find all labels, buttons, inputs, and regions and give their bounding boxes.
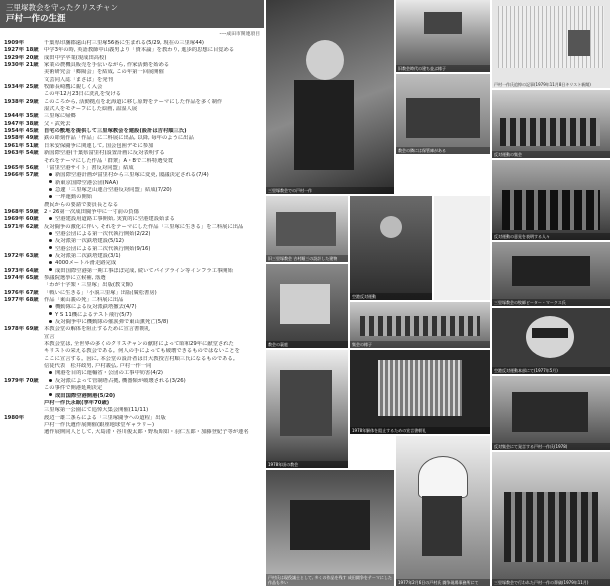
timeline-year: 1972年 63歳	[4, 252, 39, 259]
timeline-row	[4, 253, 262, 260]
timeline-year	[4, 304, 44, 311]
timeline-year: 1968年 59歳	[4, 208, 39, 215]
timeline-text	[44, 158, 262, 165]
timeline-row	[4, 429, 262, 436]
timeline-text	[44, 385, 262, 392]
photo-14-caption: 反対集会にて発言する戸村一作氏(1978)	[492, 443, 610, 450]
timeline-year	[4, 429, 44, 436]
timeline-year: 1944年 35歳	[4, 113, 39, 120]
timeline-text-value: 宣言	[44, 333, 55, 340]
timeline-text-value: 日米安保闘争に関連して, 国会包囲デモに参加	[44, 142, 154, 149]
timeline-text	[44, 91, 262, 98]
timeline-year: 1934年 25歳	[4, 84, 39, 91]
bullet-icon	[49, 320, 52, 323]
timeline-text-value: 家業の農機具販売を手伝いながら, 作家活動を始める	[44, 62, 170, 69]
timeline-text-value: 機動隊による反対派鉄塔撤去(4/7)	[55, 304, 137, 311]
timeline-row	[4, 297, 262, 304]
bullet-icon	[49, 305, 52, 308]
timeline-panel	[0, 0, 264, 586]
timeline-row	[4, 268, 262, 275]
timeline-text	[44, 290, 262, 297]
timeline-text-value: キリストの栄える教会である。何人の手によっても破壊できるものではないことを	[44, 348, 240, 355]
timeline-year: 1930年 21歳	[4, 62, 39, 69]
timeline-header	[0, 0, 264, 28]
timeline-text	[44, 334, 262, 341]
timeline-row	[4, 187, 262, 194]
timeline-year: 1973年 64歳	[4, 267, 39, 274]
timeline-text	[44, 238, 262, 245]
timeline-row	[4, 143, 262, 150]
timeline-row	[4, 172, 262, 179]
timeline-text	[44, 172, 262, 179]
timeline-text-value: 急遽「三里塚芝山連合空港反対同盟」結成(7/20)	[55, 186, 172, 193]
timeline-text	[44, 326, 262, 333]
timeline-text	[44, 400, 262, 407]
timeline-row	[4, 370, 262, 377]
timeline-text	[44, 106, 262, 113]
photo-6-caption: 反対運動の意見を表明する人々	[492, 233, 610, 240]
timeline-text	[44, 282, 262, 289]
photo-17	[396, 436, 490, 586]
timeline-row	[4, 407, 262, 414]
timeline-text-value: このころから, 活動拠点を北海道に移し原野をテーマにした作品を多く制作	[44, 98, 223, 105]
header-title: 戸村一作の生涯	[6, 14, 66, 24]
timeline-year	[4, 238, 44, 245]
photo-1-caption: 三里塚教会での戸村一作	[266, 187, 394, 194]
timeline-text-value: 新国際空港計画が富里村から三里塚に変更, 閣議決定される(7/4)	[55, 172, 209, 179]
bullet-icon	[49, 232, 52, 235]
timeline-text-value: 父・武死去	[44, 120, 71, 127]
bullet-icon	[49, 268, 52, 271]
photo-collage	[266, 0, 610, 586]
timeline-row	[4, 231, 262, 238]
timeline-text-value: 2・26第一次成田闘争中に一寸前の負傷	[44, 208, 139, 215]
timeline-text-value: 渡辺一雄二条らによる「三里塚闘争への道程」出版	[44, 414, 166, 421]
timeline-year	[4, 370, 44, 377]
photo-11	[492, 308, 610, 374]
timeline-year	[4, 356, 44, 363]
timeline-text	[44, 268, 262, 275]
timeline-year	[4, 246, 44, 253]
photo-9-caption: 三里塚教会の牧師ピーター・マークス氏	[492, 299, 610, 306]
timeline-row	[4, 260, 262, 267]
timeline-row	[4, 135, 262, 142]
timeline-row	[4, 400, 262, 407]
photo-5-caption: 反対運動の集会	[492, 151, 610, 158]
timeline-row	[4, 326, 262, 333]
timeline-year: 1978年 69歳	[4, 326, 39, 333]
timeline-text-value: ここに宣言する。因に, 本公堂の設計者は日大教授吉村順三氏になるものである。	[44, 355, 239, 362]
timeline-year: 1961年 51歳	[4, 142, 39, 149]
timeline-text	[44, 429, 262, 436]
timeline-row	[4, 422, 262, 429]
timeline-text	[44, 363, 262, 370]
source-note: ----成田市関連項目	[219, 32, 260, 37]
timeline-row	[4, 77, 262, 84]
timeline-row	[4, 194, 262, 201]
timeline-text	[44, 187, 262, 194]
timeline-row	[4, 363, 262, 370]
timeline-text-value: 湿式人をモチーフにした絵画, 温湿人展	[44, 106, 138, 113]
timeline-text	[44, 165, 262, 172]
bullet-icon	[49, 180, 52, 183]
timeline-year	[4, 363, 44, 370]
timeline-text	[44, 69, 262, 76]
timeline-text-value: 戸村一作氏永眠(享年70歳)	[44, 399, 110, 406]
photo-8	[350, 196, 432, 300]
timeline-text	[44, 378, 262, 385]
timeline-text-value: 信徒代表 松井政男, 戸村義弘, 戸村一作一同	[44, 363, 152, 370]
timeline-text	[44, 40, 262, 47]
timeline-text-value: 参議院選挙に立候補, 落選	[44, 275, 106, 281]
timeline-text-value: 本教会堂の解体を阻止するために宣言書朝礼	[44, 326, 150, 333]
timeline-text	[44, 128, 262, 135]
timeline-text	[44, 202, 262, 209]
bullet-icon	[49, 246, 52, 249]
timeline-year	[4, 106, 44, 113]
bullet-icon	[49, 239, 52, 242]
timeline-row	[4, 334, 262, 341]
timeline-year	[4, 260, 44, 267]
timeline-text-value: 開港を目的に運輸省・公団の工事中妨害(4/2)	[55, 370, 164, 377]
timeline-year	[4, 400, 44, 407]
timeline-text-value: 新東京国際空港公団(NAA)	[55, 179, 119, 186]
timeline-text-value: 中学3年の時, 英語教師中山義男より「資本論」を教わり, 進歩的思想に目覚める	[44, 47, 235, 54]
timeline-text-value: 空港公団による第一次代執行開始(2/22)	[55, 230, 151, 237]
timeline-text-value: 「戦いに生きる」「小説三里塚」出版(廣松書房)	[44, 289, 157, 296]
timeline-text-value: この事件で開港延期決定	[44, 385, 103, 392]
timeline-year	[4, 407, 44, 414]
timeline-text-value: 戸村一作氏遺作展開催(銀座地球堂ギャラリー)	[44, 421, 155, 428]
timeline-year	[4, 282, 44, 289]
timeline-text-value: 美術研究会「郷陽会」を結成, この年第一回展開催	[44, 69, 164, 76]
timeline-row	[4, 113, 262, 120]
bullet-icon	[49, 261, 52, 264]
timeline-year	[4, 158, 44, 165]
timeline-year: 1980年	[4, 414, 25, 421]
photo-9-blank	[434, 196, 490, 300]
timeline-text	[44, 47, 262, 54]
timeline-row	[4, 275, 262, 282]
photo-11-caption: 空港反対運動本部にて(1977年5月)	[492, 367, 610, 374]
photo-14	[492, 376, 610, 450]
timeline-text	[44, 246, 262, 253]
timeline-text-value: 自宅の敷地を提供して三里塚教会を建設(設計は吉村順三氏)	[44, 128, 187, 135]
timeline-year: 1977年 68歳	[4, 297, 39, 304]
timeline-text-value: 牧師長崎鷹に親しく入会	[44, 84, 103, 91]
timeline-year: 1909年	[4, 40, 25, 46]
timeline-text	[44, 55, 262, 62]
timeline-text	[44, 62, 262, 69]
timeline-year: 1929年 20歳	[4, 54, 39, 61]
timeline-row	[4, 304, 262, 311]
bullet-icon	[49, 371, 52, 374]
timeline-text-value: 一坪運動の開始	[55, 194, 93, 201]
timeline-text	[44, 77, 262, 84]
timeline-year	[4, 194, 44, 201]
timeline-row	[4, 84, 262, 91]
timeline-text-value: 三里塚に帰郷	[44, 113, 76, 120]
timeline-year	[4, 393, 44, 400]
timeline-text	[44, 297, 262, 304]
photo-18	[492, 452, 610, 586]
header-subtitle: 三里塚教会を守ったクリスチャン	[6, 3, 118, 12]
timeline-text-value: 成田国際空港第一期工事ほぼ完成, 続いてパイプライン等インフラ工事開始	[55, 267, 233, 274]
photo-15-caption: 1978年頃の教会	[266, 461, 348, 468]
timeline-year: 1971年 62歳	[4, 223, 39, 230]
timeline-year: 1947年 38歳	[4, 120, 39, 127]
photo-5	[492, 90, 610, 158]
timeline-row	[4, 99, 262, 106]
timeline-year	[4, 91, 44, 98]
timeline-text	[44, 422, 262, 429]
timeline-year: 1958年 49歳	[4, 135, 39, 142]
timeline-text-value: この年12月23日に洗礼を受ける	[44, 91, 122, 98]
timeline-text	[44, 231, 262, 238]
timeline-text-value: 空港建設用道路工事開始, 実質的に空港建設始まる	[55, 216, 175, 223]
timeline-text	[44, 348, 262, 355]
timeline-year: 1954年 45歳	[4, 128, 39, 135]
timeline-text-value: それをテーマにした作品「群衆」A・Bで二科特選受賞	[44, 157, 174, 164]
timeline-row	[4, 312, 262, 319]
timeline-row	[4, 209, 262, 216]
timeline-text-value: 千葉県印旛郡遠山村三里塚56番に生まれる(5/29, 現在の三里塚44)	[44, 40, 205, 46]
photo-1	[266, 0, 394, 194]
timeline-text	[44, 180, 262, 187]
photo-17-caption: 1977年2月6日の戸村氏 闘争現場事務所にて	[396, 579, 490, 586]
bullet-icon	[49, 393, 52, 396]
bullet-icon	[49, 195, 52, 198]
timeline-text	[44, 253, 262, 260]
timeline-text	[44, 216, 262, 223]
timeline-text	[44, 194, 262, 201]
timeline-row	[4, 348, 262, 355]
photo-7	[266, 196, 348, 262]
timeline-row	[4, 378, 262, 385]
timeline-text	[44, 415, 262, 422]
timeline-row	[4, 180, 262, 187]
timeline-text-value: 成田国際空港開港(5/20)	[55, 392, 116, 399]
photo-12-caption: 集会の様子	[350, 341, 490, 348]
timeline-year: 1966年 57歳	[4, 172, 39, 179]
timeline-text	[44, 393, 262, 400]
timeline-text	[44, 304, 262, 311]
timeline-row	[4, 415, 262, 422]
timeline-row	[4, 356, 262, 363]
timeline-text	[44, 150, 262, 157]
timeline-row	[4, 55, 262, 62]
bullet-icon	[49, 379, 52, 382]
photo-2	[396, 0, 490, 72]
timeline-text	[44, 341, 262, 348]
timeline-row	[4, 47, 262, 54]
photo-18-caption: 三里塚教会で行われた戸村一作の葬儀(1979年11月)	[492, 579, 610, 586]
timeline-text-value: Y S 11機によるテスト飛行(5/7)	[55, 311, 132, 318]
timeline-row	[4, 106, 262, 113]
timeline-row	[4, 158, 262, 165]
timeline-year	[4, 319, 44, 326]
timeline-text-value: 成田中学卒業(現成田高校)	[44, 54, 107, 61]
timeline-row	[4, 62, 262, 69]
bullet-icon	[49, 173, 52, 176]
timeline-year	[4, 231, 44, 238]
timeline-text-value: 新国際空港(千葉県富里村)設置計画に反対表明する	[44, 150, 165, 157]
bullet-icon	[49, 254, 52, 257]
timeline-row	[4, 393, 262, 400]
timeline-text	[44, 260, 262, 267]
timeline-text	[44, 135, 262, 142]
timeline-text-value: 4000メートル滑走路完成	[55, 260, 117, 267]
timeline-row	[4, 341, 262, 348]
timeline-text-value: 「わが十字架・三里塚」出版(教文館)	[44, 282, 133, 289]
timeline-text-value: 反対闘争中に機動隊の催涙弾で東山薫死亡(5/8)	[55, 319, 169, 326]
timeline-row	[4, 282, 262, 289]
timeline-year: 1965年 56歳	[4, 164, 39, 171]
bullet-icon	[49, 217, 52, 220]
timeline-year	[4, 385, 44, 392]
timeline-row	[4, 40, 262, 47]
timeline-text-value: 反対派第二次鉄塔建設(3/1)	[55, 252, 121, 259]
photo-4	[396, 74, 490, 154]
photo-13	[350, 350, 490, 434]
photo-10	[266, 264, 348, 348]
timeline-text	[44, 84, 262, 91]
photo-3	[492, 0, 610, 88]
timeline-year: 1927年 18歳	[4, 47, 39, 54]
timeline-text-value: 本教会堂は, 全世界の多くのクリスチャンの献財によって昭和29年に献堂された	[44, 341, 234, 348]
timeline-row	[4, 246, 262, 253]
timeline-row	[4, 238, 262, 245]
timeline-year: 1976年 67歳	[4, 289, 39, 296]
photo-7-caption: 旧三里塚教会 吉村順三の設計した建物	[266, 255, 348, 262]
timeline-row	[4, 290, 262, 297]
timeline-text	[44, 275, 262, 282]
timeline-row	[4, 69, 262, 76]
timeline-list	[4, 40, 262, 437]
timeline-year	[4, 187, 44, 194]
timeline-row	[4, 385, 262, 392]
timeline-text	[44, 370, 262, 377]
timeline-year	[4, 422, 44, 429]
timeline-year	[4, 348, 44, 355]
timeline-text-value: 空港公団による第二次代執行開始(9/16)	[55, 245, 151, 252]
timeline-row	[4, 319, 262, 326]
timeline-year	[4, 202, 44, 209]
timeline-row	[4, 91, 262, 98]
timeline-row	[4, 128, 262, 135]
timeline-text	[44, 209, 262, 216]
photo-16	[266, 470, 394, 586]
photo-3-caption: 戸村一作氏追悼の記事(1979年11月8日キリスト新聞)	[494, 82, 591, 87]
timeline-year: 1963年 54歳	[4, 150, 39, 157]
bullet-icon	[49, 188, 52, 191]
timeline-year: 1979年 70歳	[4, 377, 39, 384]
timeline-year	[4, 312, 44, 319]
timeline-year: 1969年 60歳	[4, 216, 39, 223]
timeline-text-value: 三里塚第一公園にて追悼大集会開催(11/11)	[44, 407, 149, 414]
timeline-text-value: 反対派によって管制塔占拠, 機器類が破壊される(3/26)	[55, 377, 186, 384]
photo-15	[266, 350, 348, 468]
timeline-year	[4, 77, 44, 84]
timeline-year	[4, 180, 44, 187]
photo-10-caption: 教会の裏庭	[266, 341, 348, 348]
photo-13-caption: 1978年解体を阻止するための宣言書朝礼	[350, 427, 490, 434]
photo-6	[492, 160, 610, 240]
photo-9	[492, 242, 610, 306]
timeline-year: 1974年 65歳	[4, 275, 39, 281]
timeline-row	[4, 165, 262, 172]
timeline-text	[44, 113, 262, 120]
timeline-text	[44, 99, 262, 106]
timeline-row	[4, 121, 262, 128]
timeline-text	[44, 407, 262, 414]
bullet-icon	[49, 312, 52, 315]
timeline-text-value: 反対派第一次鉄塔建設(5/12)	[55, 238, 124, 245]
photo-12	[350, 302, 490, 348]
photo-4-caption: 教会の隣には保管庫がある	[396, 147, 490, 154]
timeline-row	[4, 202, 262, 209]
timeline-year	[4, 69, 44, 76]
timeline-text-value: 遺作展開同人として, 大島渚・谷川俊太郎・野坂昭如・羽仁五郎・加藤登紀子等が連名	[44, 429, 249, 436]
timeline-text-value: 「富里空港サイト」書反対同盟」結成	[44, 164, 134, 171]
timeline-row	[4, 150, 262, 157]
photo-16-caption: 戸村氏は現役議士として, 多くの作品を残す 成田闘争をテーマにした作品も多い	[266, 574, 394, 586]
timeline-text	[44, 312, 262, 319]
timeline-text-value: 鉄の彫刻作品「作品」に二科展に出品, 以降, 毎年のように出品	[44, 135, 194, 142]
timeline-text-value: 文芸同人誌「まさば」を発刊	[44, 76, 113, 83]
timeline-year	[4, 334, 44, 341]
timeline-text-value: 農民からの要請で委員長となる	[44, 201, 119, 208]
timeline-year: 1938年 29歳	[4, 98, 39, 105]
photo-8-caption: 空港反対運動	[350, 293, 432, 300]
timeline-text	[44, 121, 262, 128]
timeline-row	[4, 224, 262, 231]
timeline-text	[44, 319, 262, 326]
timeline-year	[4, 341, 44, 348]
timeline-row	[4, 216, 262, 223]
timeline-text	[44, 143, 262, 150]
timeline-text-value: 反対闘争の激化に伴い, それをテーマにした作品「三里塚に生きる」を二科展に出品	[44, 223, 244, 230]
timeline-text-value: 作品「東山義の死」二科展に出品	[44, 297, 124, 304]
photo-2-caption: 旧教会時代の建ち並ぶ様子	[396, 65, 490, 72]
timeline-text	[44, 356, 262, 363]
timeline-text	[44, 224, 262, 231]
